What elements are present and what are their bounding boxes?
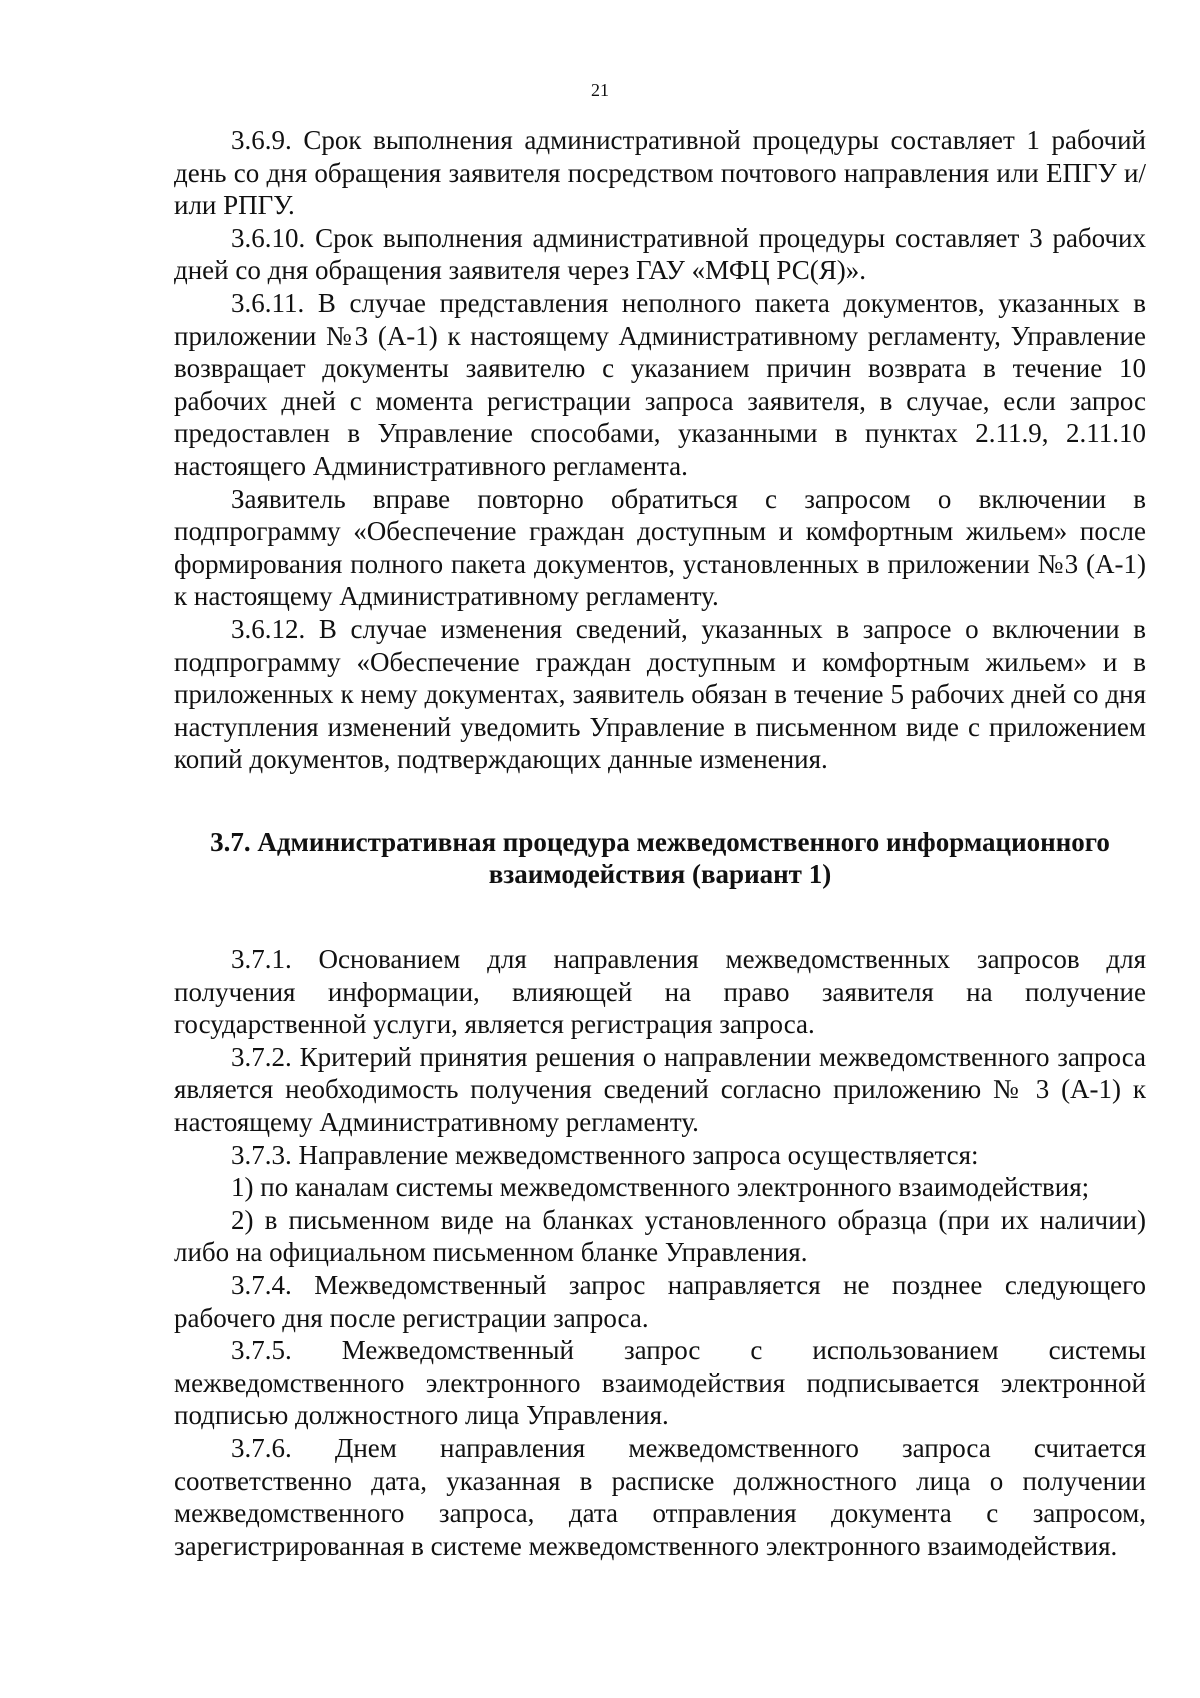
paragraph-3-7-1: 3.7.1. Основанием для направления межведомственных запросов для получения информации, влияющей на право заявителя на получение государственной услуги, является регистрация запроса.: [174, 944, 1146, 1040]
document-body: [174, 124, 1146, 1562]
paragraph-3-7-6: 3.7.6. Днем направления межведомственного запроса считается соответственно дата, указанная в расписке должностного лица о получении межведомственного запроса, дата отправления документа с запросом, зарегистрированная в системе межведомственного электронного взаимодействия.: [174, 1432, 1146, 1561]
page-number: 21: [591, 80, 609, 100]
section-heading-line-2: взаимодействия (вариант 1): [488, 859, 832, 890]
paragraph-3-7-5: 3.7.5. Межведомственный запрос с использованием системы межведомственного электронного взаимодействия подписывается электронной подписью должностного лица Управления.: [174, 1335, 1146, 1431]
section-heading-line-1: 3.7. Административная процедура межведомственного информационного: [210, 826, 1110, 857]
list-item-2: 2) в письменном виде на бланках установленного образца (при их наличии) либо на официальном письменном бланке Управления.: [174, 1204, 1146, 1268]
paragraph-3-6-12: 3.6.12. В случае изменения сведений, указанных в запросе о включении в подпрограмму «Обеспечение граждан доступным и комфортным жильем» и в приложенных к нему документах, заявитель обязан в течение 5 рабочих дней со дня наступления изменений уведомить Управление в письменном виде с приложением копий документов, подтверждающих данные изменения.: [174, 613, 1146, 775]
section-heading-3-7: [174, 826, 1146, 891]
paragraph-3-6-9: 3.6.9. Срок выполнения административной процедуры составляет 1 рабочий день со дня обращения заявителя посредством почтового направления или ЕПГУ и/или РПГУ.: [174, 125, 1146, 221]
paragraph-3-7-4: 3.7.4. Межведомственный запрос направляется не позднее следующего рабочего дня после регистрации запроса.: [174, 1270, 1146, 1333]
paragraph-applicant-right: Заявитель вправе повторно обратиться с запросом о включении в подпрограмму «Обеспечение граждан доступным и комфортным жильем» после формирования полного пакета документов, установленных в приложении №3 (А-1) к настоящему Административному регламенту.: [174, 483, 1146, 612]
paragraph-3-6-11: 3.6.11. В случае представления неполного пакета документов, указанных в приложении №3 (А-1) к настоящему Административному регламенту, Управление возвращает документы заявителю с указанием причин возврата в течение 10 рабочих дней с момента регистрации запроса заявителя, в случае, если запрос предоставлен в Управление способами, указанными в пунктах 2.11.9, 2.11.10 настоящего Административного регламента.: [174, 287, 1146, 481]
list-item-1: 1) по каналам системы межведомственного электронного взаимодействия;: [231, 1172, 1090, 1203]
paragraph-3-7-3: 3.7.3. Направление межведомственного запроса осуществляется:: [231, 1139, 979, 1170]
paragraph-3-7-2: 3.7.2. Критерий принятия решения о направлении межведомственного запроса является необходимость получения сведений согласно приложению № 3 (А-1) к настоящему Административному регламенту.: [174, 1041, 1146, 1138]
paragraph-3-6-10: 3.6.10. Срок выполнения административной процедуры составляет 3 рабочих дней со дня обращения заявителя через ГАУ «МФЦ РС(Я)».: [174, 222, 1146, 286]
